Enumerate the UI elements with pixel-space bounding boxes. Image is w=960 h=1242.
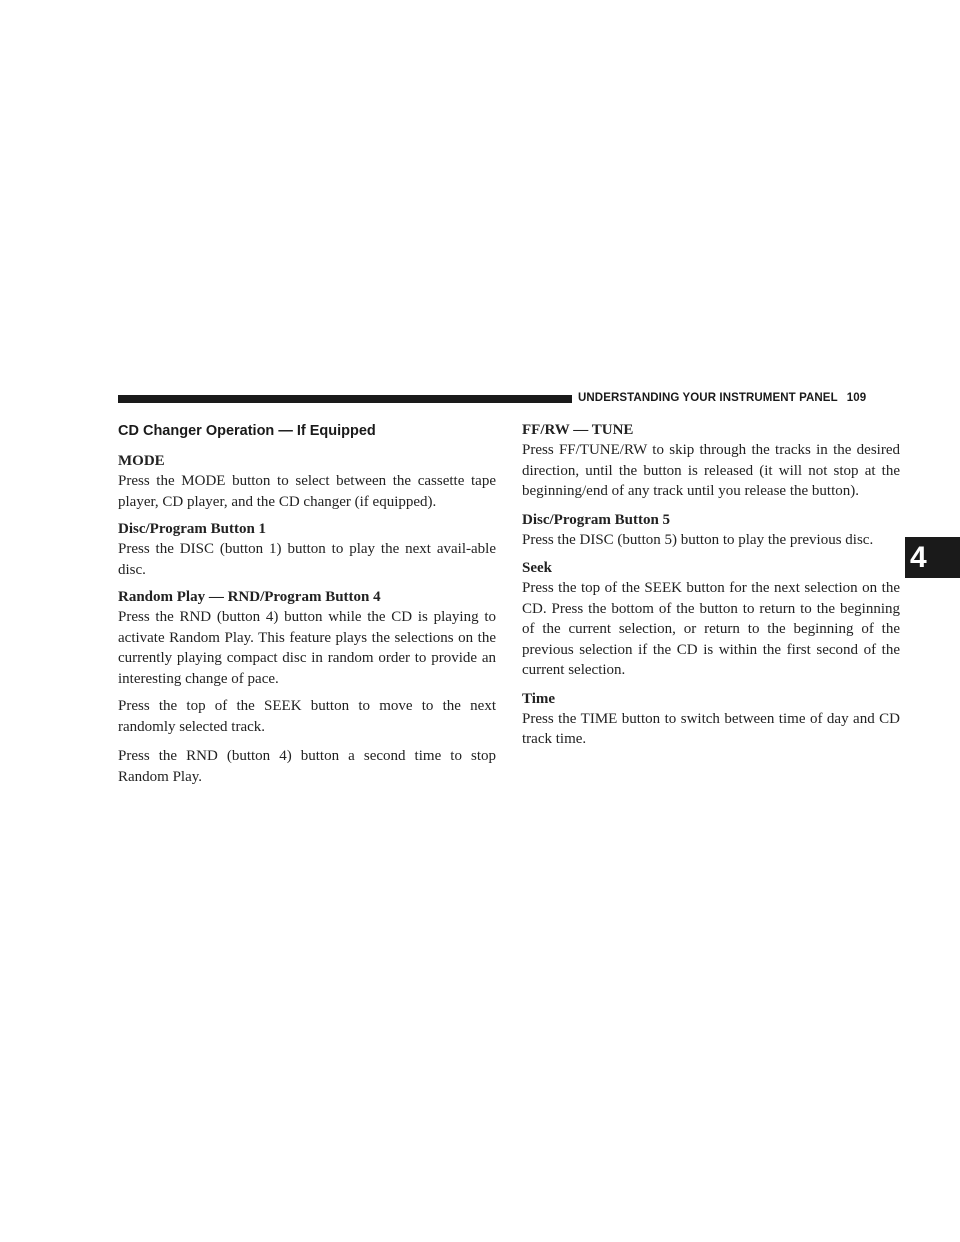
disc-button-1-text: Press the DISC (button 1) button to play the next avail-able disc. <box>118 541 496 578</box>
time-heading: Time <box>522 690 556 707</box>
ff-rw-tune-text: Press FF/TUNE/RW to skip through the tracks in the desired direction, until the button is released (it will not stop at the beginning/end of any track until you release the button). <box>522 442 900 499</box>
ff-rw-tune-heading: FF/RW — TUNE <box>522 422 634 438</box>
disc-button-5-block <box>522 510 900 551</box>
time-text: Press the TIME button to switch between time of day and CD track time. <box>522 710 900 747</box>
seek-text: Press the top of the SEEK button for the next selection on the CD. Press the bottom of the button to return to the beginning of the current selection, or return to the beginning of the previous selection if the CD is within the first second of the current selection. <box>522 580 900 678</box>
header-title: UNDERSTANDING YOUR INSTRUMENT PANEL <box>578 392 838 404</box>
ff-rw-tune-block <box>522 420 900 502</box>
left-column <box>118 420 496 796</box>
random-play-text: Press the RND (button 4) button while the CD is playing to activate Random Play. This feature plays the selections on the currently playing compact disc in random order to provide an interesting change of pace. <box>118 609 496 687</box>
disc-button-5-heading: Disc/Program Button 5 <box>522 511 671 528</box>
mode-block <box>118 451 496 512</box>
mode-heading: MODE <box>118 453 165 469</box>
right-column <box>522 420 900 758</box>
header-rule <box>118 395 572 403</box>
random-play-heading: Random Play — RND/Program Button 4 <box>118 589 381 605</box>
disc-button-1-block <box>118 519 496 580</box>
section-title: CD Changer Operation — If Equipped <box>118 423 376 439</box>
stop-random-paragraph: Press the RND (button 4) button a second time to stop Random Play. <box>118 748 496 785</box>
seek-random-paragraph: Press the top of the SEEK button to move to the next randomly selected track. <box>118 698 496 735</box>
running-header <box>578 392 866 404</box>
seek-block <box>522 558 900 681</box>
disc-button-1-heading: Disc/Program Button 1 <box>118 521 267 537</box>
seek-heading: Seek <box>522 560 552 576</box>
random-play-block <box>118 587 496 689</box>
disc-button-5-text: Press the DISC (button 5) button to play the previous disc. <box>522 531 874 548</box>
time-block <box>522 689 900 750</box>
mode-text: Press the MODE button to select between the cassette tape player, CD player, and the CD changer (if equipped). <box>118 473 496 510</box>
page-number: 109 <box>846 392 867 404</box>
chapter-tab: 4 <box>905 537 960 578</box>
